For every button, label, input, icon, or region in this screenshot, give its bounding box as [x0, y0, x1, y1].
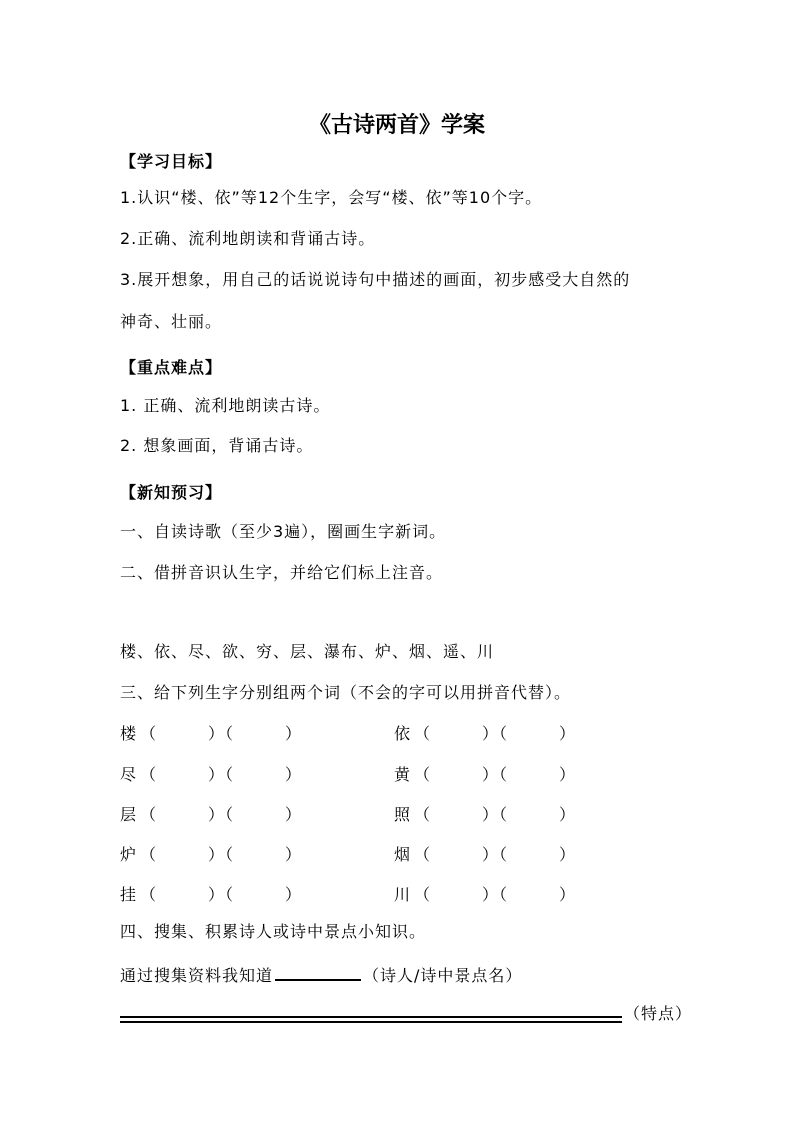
preview-step-1: 一、自读诗歌（至少3遍），圈画生字新词。 [120, 522, 447, 541]
character: 黄 [394, 765, 412, 784]
keypoint-item-2: 2. 想象画面，背诵古诗。 [120, 436, 314, 455]
word-row [120, 802, 680, 824]
answer-parentheses: （ ）（ ） [140, 724, 303, 743]
preview-heading: 【新知预习】 [120, 483, 223, 502]
goal-item-2: 2.正确、流利地朗读和背诵古诗。 [120, 229, 376, 248]
answer-parentheses: （ ）（ ） [414, 885, 577, 904]
goal-item-3-cont: 神奇、壮丽。 [120, 312, 223, 331]
answer-parentheses: （ ）（ ） [140, 885, 303, 904]
character: 依 [394, 724, 412, 743]
word-row [120, 721, 680, 743]
collect-line [120, 962, 522, 986]
answer-parentheses: （ ）（ ） [414, 805, 577, 824]
preview-step-3: 三、给下列生字分别组两个词（不会的字可以用拼音代替）。 [120, 683, 572, 702]
answer-parentheses: （ ）（ ） [414, 845, 577, 864]
answer-parentheses: （ ）（ ） [414, 765, 577, 784]
keypoints-heading: 【重点难点】 [120, 358, 223, 377]
goal-item-1: 1.认识“楼、依”等12个生字，会写“楼、依”等10个字。 [120, 188, 543, 207]
answer-parentheses: （ ）（ ） [140, 765, 303, 784]
answer-parentheses: （ ）（ ） [140, 805, 303, 824]
character: 尽 [120, 765, 138, 784]
preview-step-4: 四、搜集、积累诗人或诗中景点小知识。 [120, 922, 427, 941]
preview-step-2: 二、借拼音识认生字，并给它们标上注音。 [120, 563, 444, 582]
character: 挂 [120, 885, 138, 904]
character: 烟 [394, 845, 412, 864]
feature-label: （特点） [624, 1004, 693, 1023]
word-row [120, 762, 680, 784]
character: 楼 [120, 724, 138, 743]
character: 层 [120, 805, 138, 824]
document-title: 《古诗两首》学案 [308, 112, 485, 138]
character: 川 [394, 885, 412, 904]
answer-parentheses: （ ）（ ） [140, 845, 303, 864]
new-characters-line: 楼、依、尽、欲、穷、层、瀑布、炉、烟、遥、川 [120, 642, 495, 661]
collect-prefix: 通过搜集资料我知道 [120, 966, 274, 985]
fill-blank[interactable] [275, 962, 361, 981]
character: 照 [394, 805, 412, 824]
feature-answer-line[interactable] [120, 1016, 622, 1023]
goals-heading: 【学习目标】 [120, 152, 223, 171]
keypoint-item-1: 1. 正确、流利地朗读古诗。 [120, 396, 331, 415]
collect-suffix: （诗人/诗中景点名） [363, 966, 523, 985]
word-row [120, 842, 680, 864]
goal-item-3: 3.展开想象，用自己的话说说诗句中描述的画面，初步感受大自然的 [120, 270, 631, 289]
answer-parentheses: （ ）（ ） [414, 724, 577, 743]
character: 炉 [120, 845, 138, 864]
word-row [120, 882, 680, 904]
